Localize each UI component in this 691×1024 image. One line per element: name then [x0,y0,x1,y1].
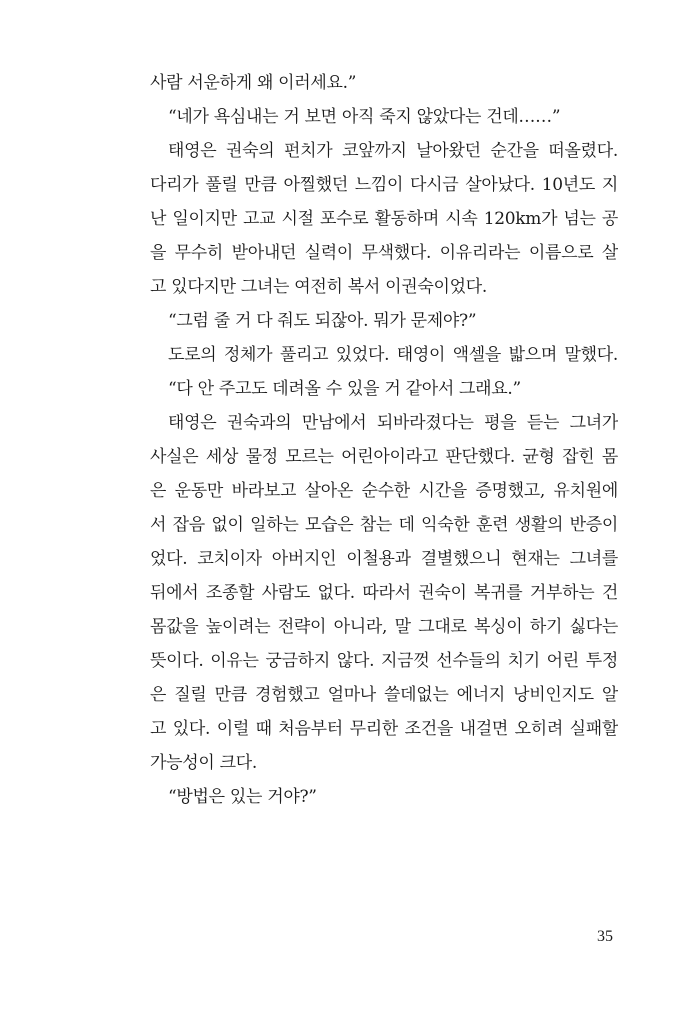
text-line: 몸값을 높이려는 전략이 아니라, 말 그대로 복싱이 하기 싫다는 [150,617,618,637]
text-line: 사람 서운하게 왜 이러세요.” [150,73,357,93]
text-line: “그럼 줄 거 다 줘도 되잖아. 뭐가 문제야?” [168,311,477,331]
page-number: 35 [597,928,613,945]
text-line: 을 무수히 받아내던 실력이 무색했다. 이유리라는 이름으로 살 [150,243,618,263]
text-line: 고 있다. 이럴 때 처음부터 무리한 조건을 내걸면 오히려 실패할 [150,719,618,739]
text-line: 난 일이지만 고교 시절 포수로 활동하며 시속 120km가 넘는 공 [150,209,618,229]
text-line: “방법은 있는 거야?” [168,787,317,807]
text-line: 뜻이다. 이유는 궁금하지 않다. 지금껏 선수들의 치기 어린 투정 [150,651,618,671]
text-line: 뒤에서 조종할 사람도 없다. 따라서 권숙이 복귀를 거부하는 건 [150,583,618,603]
text-line: “네가 욕심내는 거 보면 아직 죽지 않았다는 건데……” [168,107,561,127]
body-text [150,66,618,814]
text-line: 도로의 정체가 풀리고 있었다. 태영이 액셀을 밟으며 말했다. [168,345,618,365]
text-line: 다리가 풀릴 만큼 아찔했던 느낌이 다시금 살아났다. 10년도 지 [150,175,618,195]
text-line: 서 잡음 없이 일하는 모습은 참는 데 익숙한 훈련 생활의 반증이 [150,515,618,535]
text-line: 은 운동만 바라보고 살아온 순수한 시간을 증명했고, 유치원에 [150,481,618,501]
text-line: “다 안 주고도 데려올 수 있을 거 같아서 그래요.” [168,379,521,399]
text-line: 가능성이 크다. [150,753,257,773]
text-line: 고 있다지만 그녀는 여전히 복서 이권숙이었다. [150,277,487,297]
text-line: 사실은 세상 물정 모르는 어린아이라고 판단했다. 균형 잡힌 몸 [150,447,618,467]
text-line: 태영은 권숙의 펀치가 코앞까지 날아왔던 순간을 떠올렸다. [168,141,618,161]
text-line: 은 질릴 만큼 경험했고 얼마나 쓸데없는 에너지 낭비인지도 알 [150,685,618,705]
text-line: 었다. 코치이자 아버지인 이철용과 결별했으니 현재는 그녀를 [150,549,618,569]
text-line: 태영은 권숙과의 만남에서 되바라졌다는 평을 듣는 그녀가 [168,413,618,433]
